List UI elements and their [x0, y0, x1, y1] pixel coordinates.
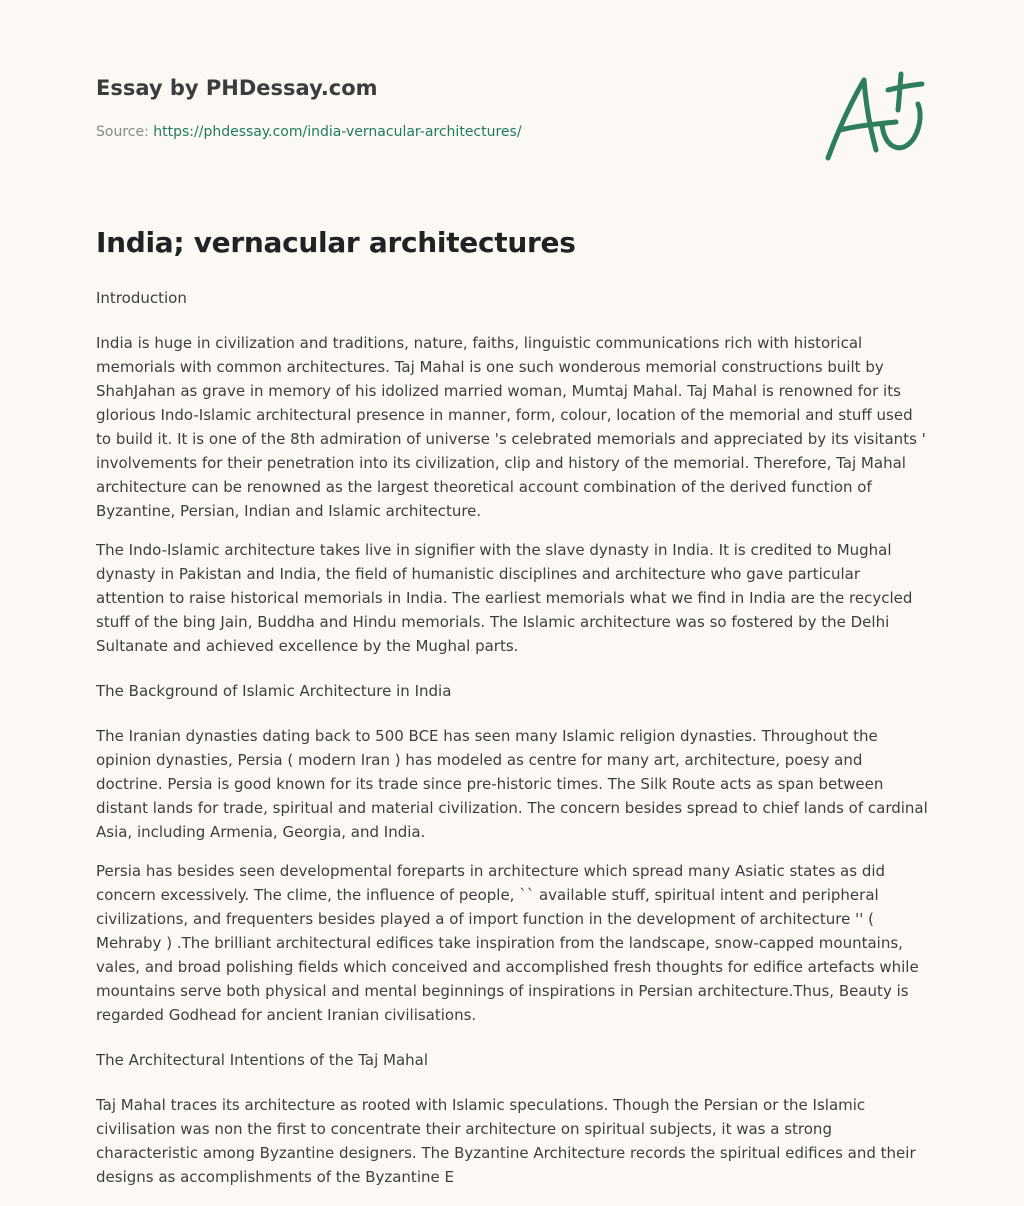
- paragraph: Taj Mahal traces its architecture as rooted with Islamic speculations. Though the Persian or the Islamic civilisation was non the first to concentrate their architecture on spiritual subjects, it was a strong characteristic among Byzantine designers. The Byzantine Architecture records the spiritual edifices and their designs as accomplishments of the Byzantine E: [96, 1096, 916, 1186]
- section-heading: The Architectural Intentions of the Taj Mahal: [96, 1051, 429, 1069]
- paragraph: India is huge in civilization and traditions, nature, faiths, linguistic communications rich with historical memorials with common architectures. Taj Mahal is one such wonderous memorial constructions built by ShahJahan as grave in memory of his idolized married woman, Mumtaj Mahal. Taj Mahal is renowned for its glorious Indo-Islamic architectural presence in manner, form, colour, location of the memorial and stuff used to build it. It is one of the 8th admiration of universe 's celebrated memorials and appreciated by its visitants ' involvements for their penetration into its civilization, clip and history of the memorial. Therefore, Taj Mahal architecture can be renowned as the largest theoretical account combination of the derived function of Byzantine, Persian, Indian and Islamic architecture.: [96, 334, 926, 520]
- a-plus-logo-icon: [818, 66, 932, 166]
- source-line: [96, 124, 522, 140]
- section-heading: Introduction: [96, 289, 187, 307]
- site-brand: Essay by PHDessay.com: [96, 76, 378, 100]
- article-body: [96, 286, 928, 1204]
- article-title: India; vernacular architectures: [96, 226, 576, 259]
- source-link[interactable]: https://phdessay.com/india-vernacular-architectures/: [153, 124, 522, 140]
- paragraph: The Iranian dynasties dating back to 500 BCE has seen many Islamic religion dynasties. Throughout the opinion dynasties, Persia ( modern Iran ) has modeled as centre for many art, architecture, poesy and doctrine. Persia is good known for its trade since pre-historic times. The Silk Route acts as span between distant lands for trade, spiritual and material civilization. The concern besides spread to chief lands of cardinal Asia, including Armenia, Georgia, and India.: [96, 727, 928, 841]
- paragraph: Persia has besides seen developmental foreparts in architecture which spread many Asiatic states as did concern excessively. The clime, the influence of people, `` available stuff, spiritual intent and peripheral civilizations, and frequenters besides played a of import function in the development of architecture '' ( Mehraby ) .The brilliant architectural edifices take inspiration from the landscape, snow-capped mountains, vales, and broad polishing fields which conceived and accomplished fresh thoughts for edifice artefacts while mountains serve both physical and mental beginnings of inspirations in Persian architecture.Thus, Beauty is regarded Godhead for ancient Iranian civilisations.: [96, 862, 919, 1024]
- paragraph: The Indo-Islamic architecture takes live in signifier with the slave dynasty in India. It is credited to Mughal dynasty in Pakistan and India, the field of humanistic disciplines and architecture who gave particular attention to raise historical memorials in India. The earliest memorials what we find in India are the recycled stuff of the bing Jain, Buddha and Hindu memorials. The Islamic architecture was so fostered by the Delhi Sultanate and achieved excellence by the Mughal parts.: [96, 541, 913, 655]
- source-label: Source:: [96, 124, 154, 140]
- section-heading: The Background of Islamic Architecture in India: [96, 682, 452, 700]
